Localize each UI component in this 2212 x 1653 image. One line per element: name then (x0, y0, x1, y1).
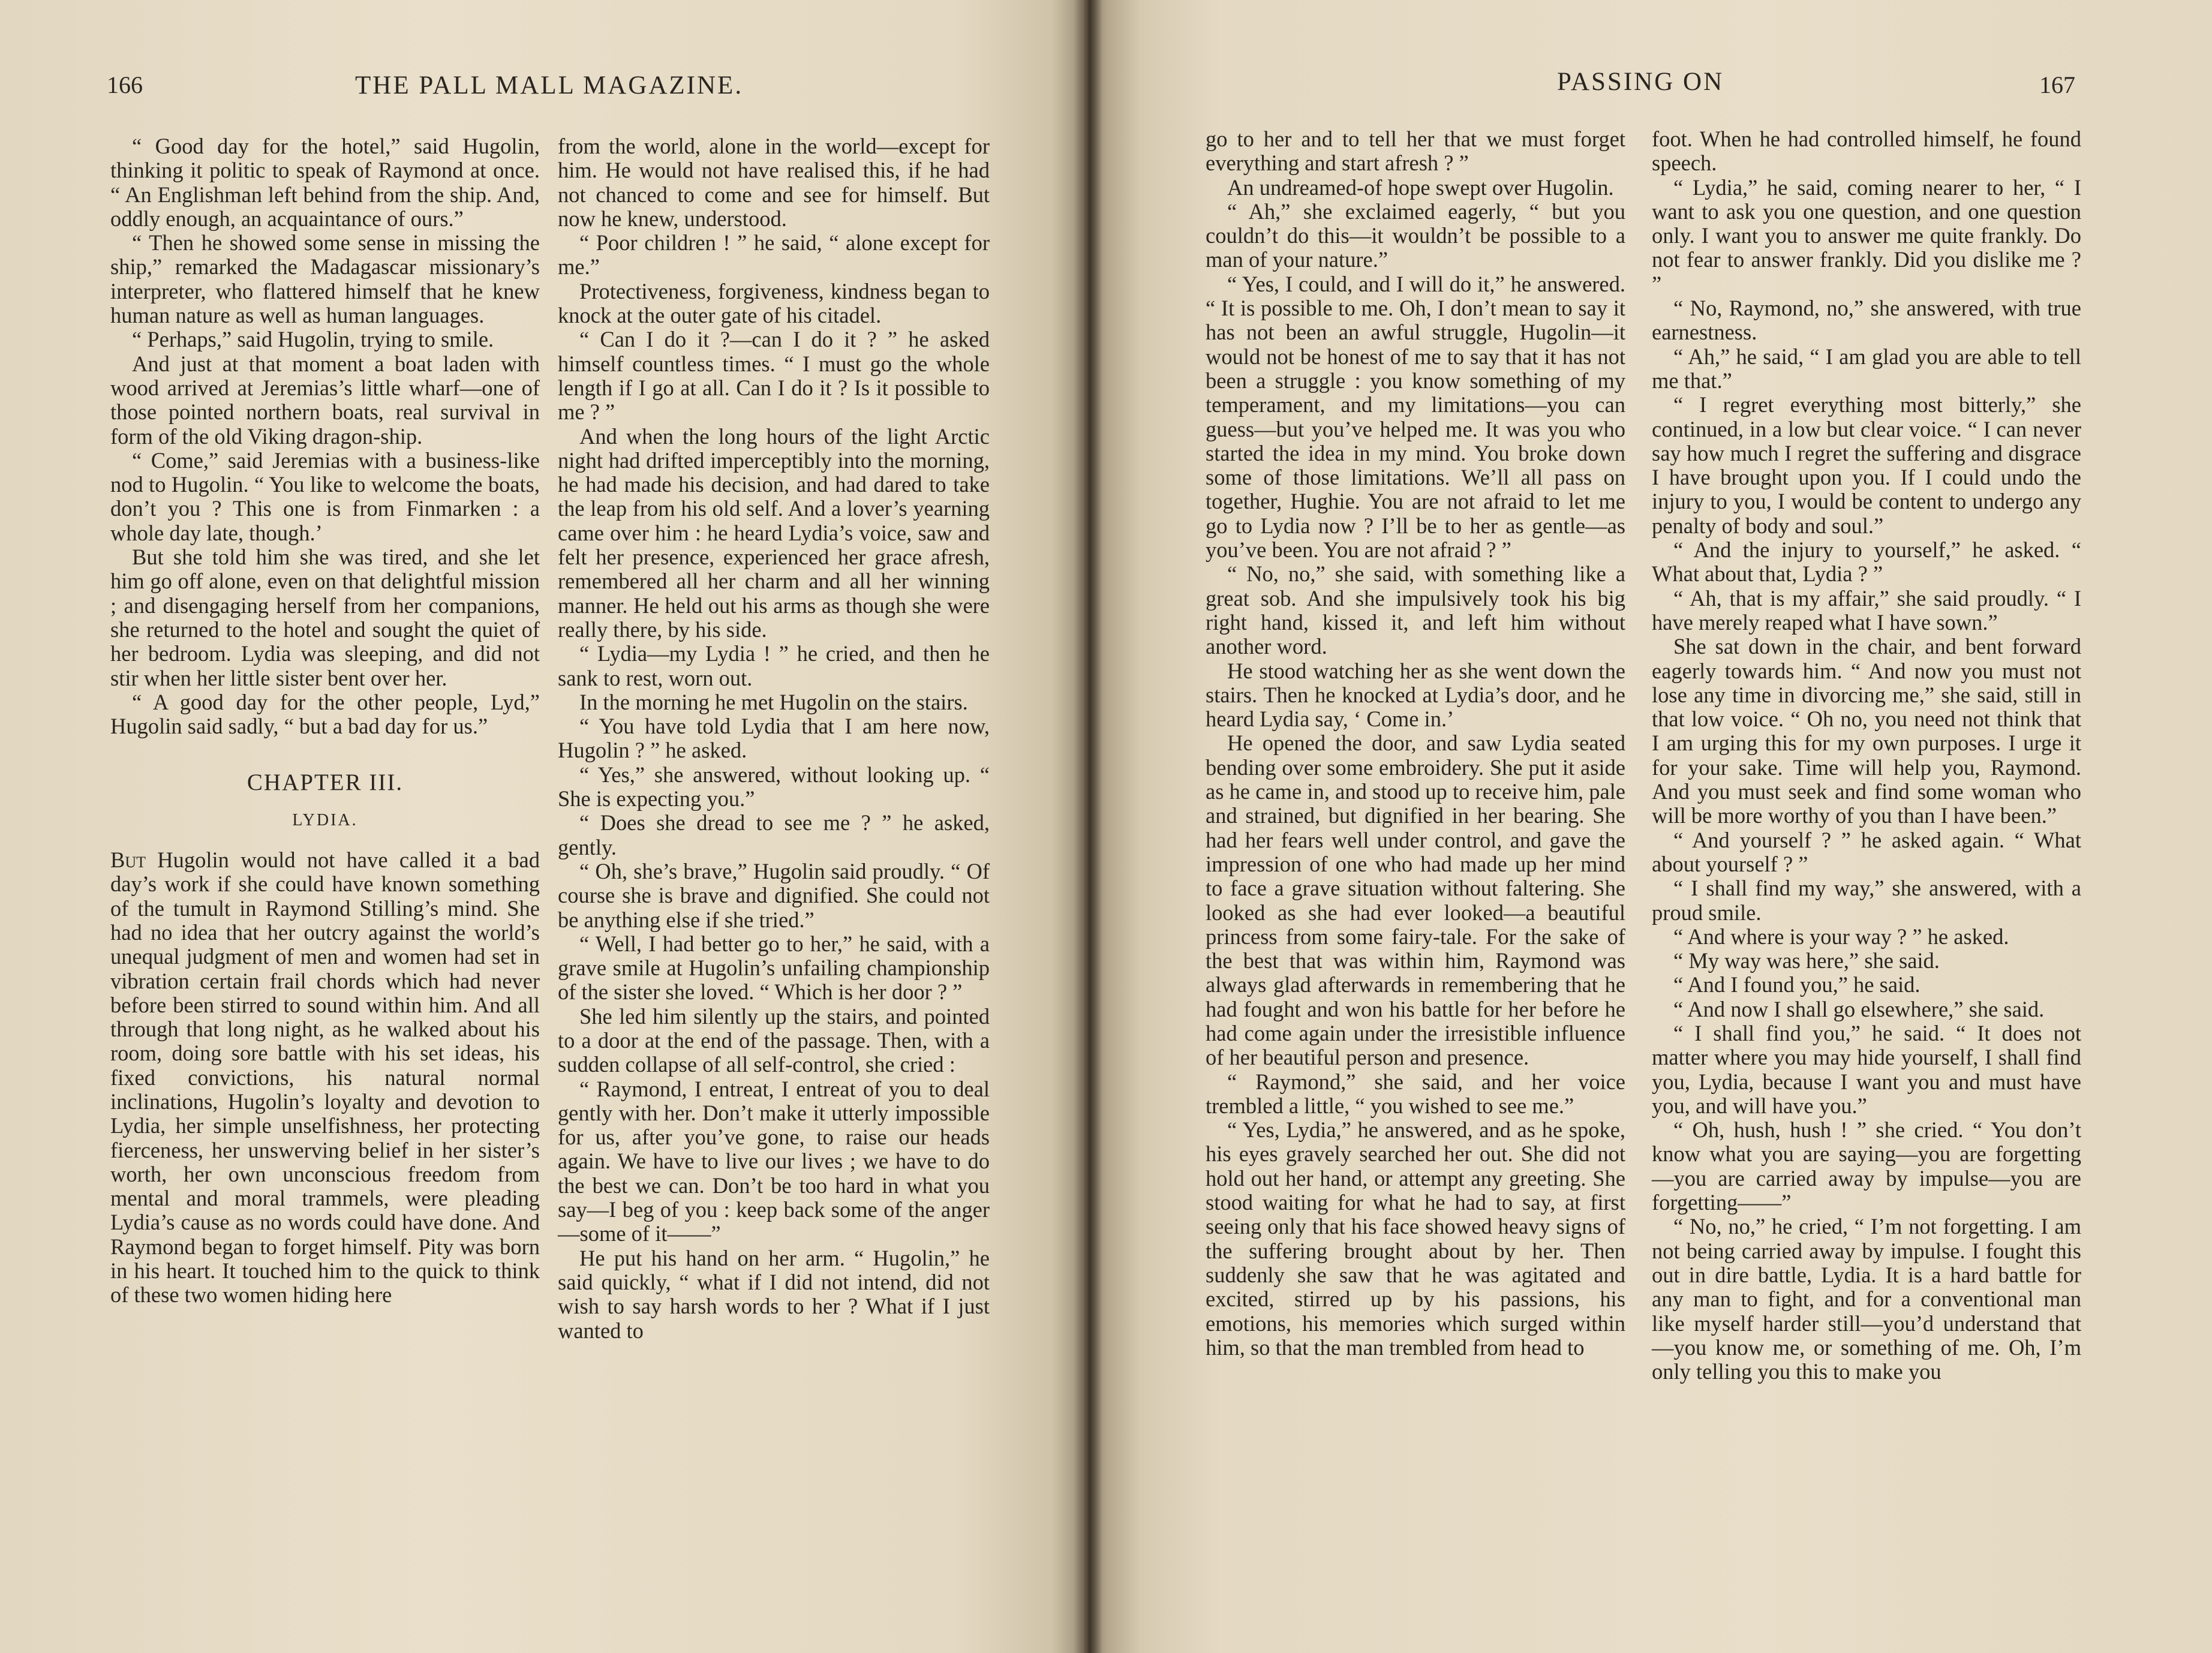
paragraph: He opened the door, and saw Lydia seated bending over some embroidery. She put it aside as he came in, and stood up to receive him, pale and strained, but dignified in her bearing. She had her fears well under control, and gave the impression of one who had made up her mind to face a grave situation without faltering. She looked as she had ever looked—a beautiful princess from some fairy-tale. For the sake of the best that was within him, Raymond was always glad afterwards in remembering that he had fought and won his battle for her before he had come again under the irresistible influence of her beautiful person and presence. (1206, 731, 1625, 1070)
paragraph: “ A good day for the other people, Lyd,” Hugolin said sadly, “ but a bad day for us.” (110, 689, 540, 739)
paragraph: “ Oh, hush, hush ! ” she cried. “ You don’t know what you are saying—you are forgetting—you are carried away by impulse—you are forgetting——” (1652, 1117, 2081, 1215)
paragraph: An undreamed-of hope swept over Hugolin. (1227, 175, 1614, 200)
paragraph: “ No, no,” she said, with something like a great sob. And she impulsively took his big right hand, kissed it, and left him without another word. (1206, 561, 1625, 659)
paragraph: Protectiveness, forgiveness, kindness began to knock at the outer gate of his citadel. (558, 278, 990, 328)
right-column-1 (1206, 127, 1625, 1360)
paragraph: “ My way was here,” she said. (1673, 948, 1940, 973)
paragraph: “ Good day for the hotel,” said Hugolin, thinking it politic to speak of Raymond at once. “ An Englishman left behind from the ship. And, oddly enough, an acquaintance of ours.” (110, 134, 540, 231)
right-running-head: PASSING ON (1557, 68, 1724, 96)
paragraph: “ Raymond, I entreat, I entreat of you to deal gently with her. Don’t make it utterly impossible for us, after you’ve gone, to raise our heads again. We have to live our lives ; we have to do the best we can. Don’t be too hard in what you say—I beg of you : keep back some of the anger—some of it——” (558, 1076, 990, 1246)
paragraph: He put his hand on her arm. “ Hugolin,” he said quickly, “ what if I did not intend, did not wish to say harsh words to her ? What if I just wanted to (558, 1245, 990, 1343)
paragraph: “ Yes,” she answered, without looking up. “ She is expecting you.” (558, 762, 990, 812)
chapter-title: CHAPTER III. (247, 770, 404, 796)
opening-word: But (110, 847, 146, 873)
paragraph: In the morning he met Hugolin on the stairs. (579, 689, 968, 714)
paragraph: “ Yes, Lydia,” he answered, and as he spoke, his eyes gravely searched her out. She did not hold out her hand, or attempt any greeting. She stood waiting for what he had to say, at first seeing only that his face showed heavy signs of the suffering brought about by her. Then suddenly she saw that he was agitated and excited, stirred up by his passions, his emotions, his memories which surged within him, so that the man trembled from head to (1206, 1117, 1625, 1360)
book-gutter (1074, 0, 1102, 1653)
paragraph: He stood watching her as she went down the stairs. Then he knocked at Lydia’s door, and he heard Lydia say, ‘ Come in.’ (1206, 658, 1625, 732)
left-page (0, 0, 1084, 1653)
paragraph: “ Oh, she’s brave,” Hugolin said proudly. “ Of course she is brave and dignified. She could not be anything else if she tried.” (558, 858, 990, 932)
paragraph: And just at that moment a boat laden with wood arrived at Jeremias’s little wharf—one of those pointed northern boats, real survival in form of the old Viking dragon-ship. (110, 351, 540, 449)
paragraph: She led him silently up the stairs, and pointed to a door at the end of the passage. Then, with a sudden collapse of all self-control, she cried : (558, 1003, 990, 1077)
right-page (1084, 0, 2212, 1653)
paragraph: “ And where is your way ? ” he asked. (1673, 924, 2009, 949)
paragraph: “ And yourself ? ” he asked again. “ What about yourself ? ” (1652, 827, 2081, 876)
paragraph: “ No, no,” he cried, “ I’m not forgetting. I am not being carried away by impulse. I fought this out in dire battle, Lydia. It is a hard battle for any man to fight, and for a conventional man like myself harder still—you’d understand that —you know me, or something of me. Oh, I’m only telling you this to make you (1652, 1214, 2081, 1384)
left-page-number: 166 (107, 71, 143, 98)
right-column-2 (1652, 127, 2081, 1384)
paragraph: foot. When he had controlled himself, he found speech. (1652, 127, 2081, 176)
paragraph: “ Ah,” he said, “ I am glad you are able to tell me that.” (1652, 344, 2081, 393)
paragraph: “ Poor children ! ” he said, “ alone except for me.” (558, 230, 990, 279)
paragraph: “ You have told Lydia that I am here now, Hugolin ? ” he asked. (558, 714, 990, 763)
paragraph: “ Does she dread to see me ? ” he asked, gently. (558, 810, 990, 859)
paragraph: “ Yes, I could, and I will do it,” he answered. “ It is possible to me. Oh, I don’t mean to say it has not been an awful struggle, Hugolin—it would not be honest of me to say that it has not been a struggle : you know something of my temperament, and my limitations—you can guess—but you’ve helped me. It was you who started the idea in my mind. You broke down some of those limitations. We’ll all pass on together, Hughie. You are not afraid to let me go to Lydia now ? I’ll be to her as gentle—as you’ve been. You are not afraid ? ” (1206, 271, 1625, 563)
chapter-subtitle: LYDIA. (292, 810, 358, 829)
paragraph: “ Come,” said Jeremias with a business-like nod to Hugolin. “ You like to welcome the boats, don’t you ? This one is from Finmarken : a whole day late, though.’ (110, 447, 540, 545)
paragraph: “ Lydia—my Lydia ! ” he cried, and then he sank to rest, worn out. (558, 641, 990, 690)
left-column-2 (558, 134, 990, 1343)
left-column-1 (110, 134, 540, 1308)
paragraph: She sat down in the chair, and bent forward eagerly towards him. “ And now you must not lose any time in divorcing me,” she said, still in that low voice. “ Oh no, you need not think that I am urging this for my own purposes. I urge it for your sake. Time will help you, Raymond. And you must seek and find some woman who will be more worthy of you than I have been.” (1652, 634, 2081, 828)
paragraph: But she told him she was tired, and she let him go off alone, even on that delightful mission ; and disengaging herself from her companions, she returned to the hotel and sought the quiet of her bedroom. Lydia was sleeping, and did not stir when her little sister bent over her. (110, 545, 540, 690)
paragraph: “ I regret everything most bitterly,” she continued, in a low but clear voice. “ I can never say how much I regret the suffering and disgrace I have brought upon you. If I could undo the injury to you, I would be content to undergo any penalty of body and soul.” (1652, 392, 2081, 538)
paragraph: “ Ah, that is my affair,” she said proudly. “ I have merely reaped what I have sown.” (1652, 585, 2081, 635)
paragraph: “ And I found you,” he said. (1673, 972, 1921, 997)
paragraph: “ And now I shall go elsewhere,” she said. (1673, 996, 2045, 1021)
chapter-opening-paragraph (110, 848, 540, 1308)
paragraph: “ Perhaps,” said Hugolin, trying to smile. (132, 327, 494, 352)
opening-paragraph-text: Hugolin would not have called it a bad day’s work if she could have known something of the tumult in Raymond Stilling’s mind. She had no idea that her outcry against the world’s unequal judgment of men and women had set in vibration certain frail chords which had never before been stirred to sound within him. And all through that long night, as he walked about his room, doing sore battle with his set ideas, his fixed convictions, his natural normal inclinations, Hugolin’s loyalty and devotion to Lydia, her simple unselfishness, her protecting fierceness, her unswerving belief in her sister’s worth, her own unconscious freedom from mental and moral trammels, were pleading Lydia’s cause as no words could have done. And Raymond began to forget himself. Pity was born in his heart. It touched him to the quick to think of these two women hiding here (110, 847, 540, 1308)
paragraph: “ Ah,” she exclaimed eagerly, “ but you couldn’t do this—it wouldn’t be possible to a man of your nature.” (1206, 199, 1625, 272)
paragraph: go to her and to tell her that we must forget everything and start afresh ? ” (1206, 127, 1625, 176)
paragraph: “ No, Raymond, no,” she answered, with true earnestness. (1652, 296, 2081, 345)
paragraph: “ Then he showed some sense in missing the ship,” remarked the Madagascar missionary’s interpreter, who flattered himself that he knew human nature as well as human languages. (110, 230, 540, 328)
paragraph: “ Raymond,” she said, and her voice trembled a little, “ you wished to see me.” (1206, 1069, 1625, 1118)
paragraph: “ Can I do it ?—can I do it ? ” he asked himself countless times. “ I must go the whole length if I go at all. Can I do it ? Is it possible to me ? ” (558, 327, 990, 425)
right-page-number: 167 (2039, 71, 2075, 98)
paragraph: from the world, alone in the world—except for him. He would not have realised this, if he had not chanced to come and see for himself. But now he knew, understood. (558, 134, 990, 231)
paragraph: And when the long hours of the light Arctic night had drifted imperceptibly into the morning, he had made his decision, and had dared to take the leap from his old self. And a lover’s yearning came over him : he heard Lydia’s voice, saw and felt her presence, experienced her grace afresh, remembered all her charm and all her winning manner. He held out his arms as though she were really there, by his side. (558, 423, 990, 642)
paragraph: “ And the injury to yourself,” he asked. “ What about that, Lydia ? ” (1652, 537, 2081, 587)
paragraph: “ I shall find you,” he said. “ It does not matter where you may hide yourself, I shall find you, Lydia, because I want you and must have you, and will have you.” (1652, 1020, 2081, 1118)
paragraph: “ I shall find my way,” she answered, with a proud smile. (1652, 876, 2081, 925)
paragraph: “ Lydia,” he said, coming nearer to her, “ I want to ask you one question, and one question only. I want you to answer me quite frankly. Do not fear to answer frankly. Did you dislike me ? ” (1652, 175, 2081, 296)
left-running-head: THE PALL MALL MAGAZINE. (355, 71, 744, 100)
paragraph: “ Well, I had better go to her,” he said, with a grave smile at Hugolin’s unfailing championship of the sister she loved. “ Which is her door ? ” (558, 931, 990, 1005)
